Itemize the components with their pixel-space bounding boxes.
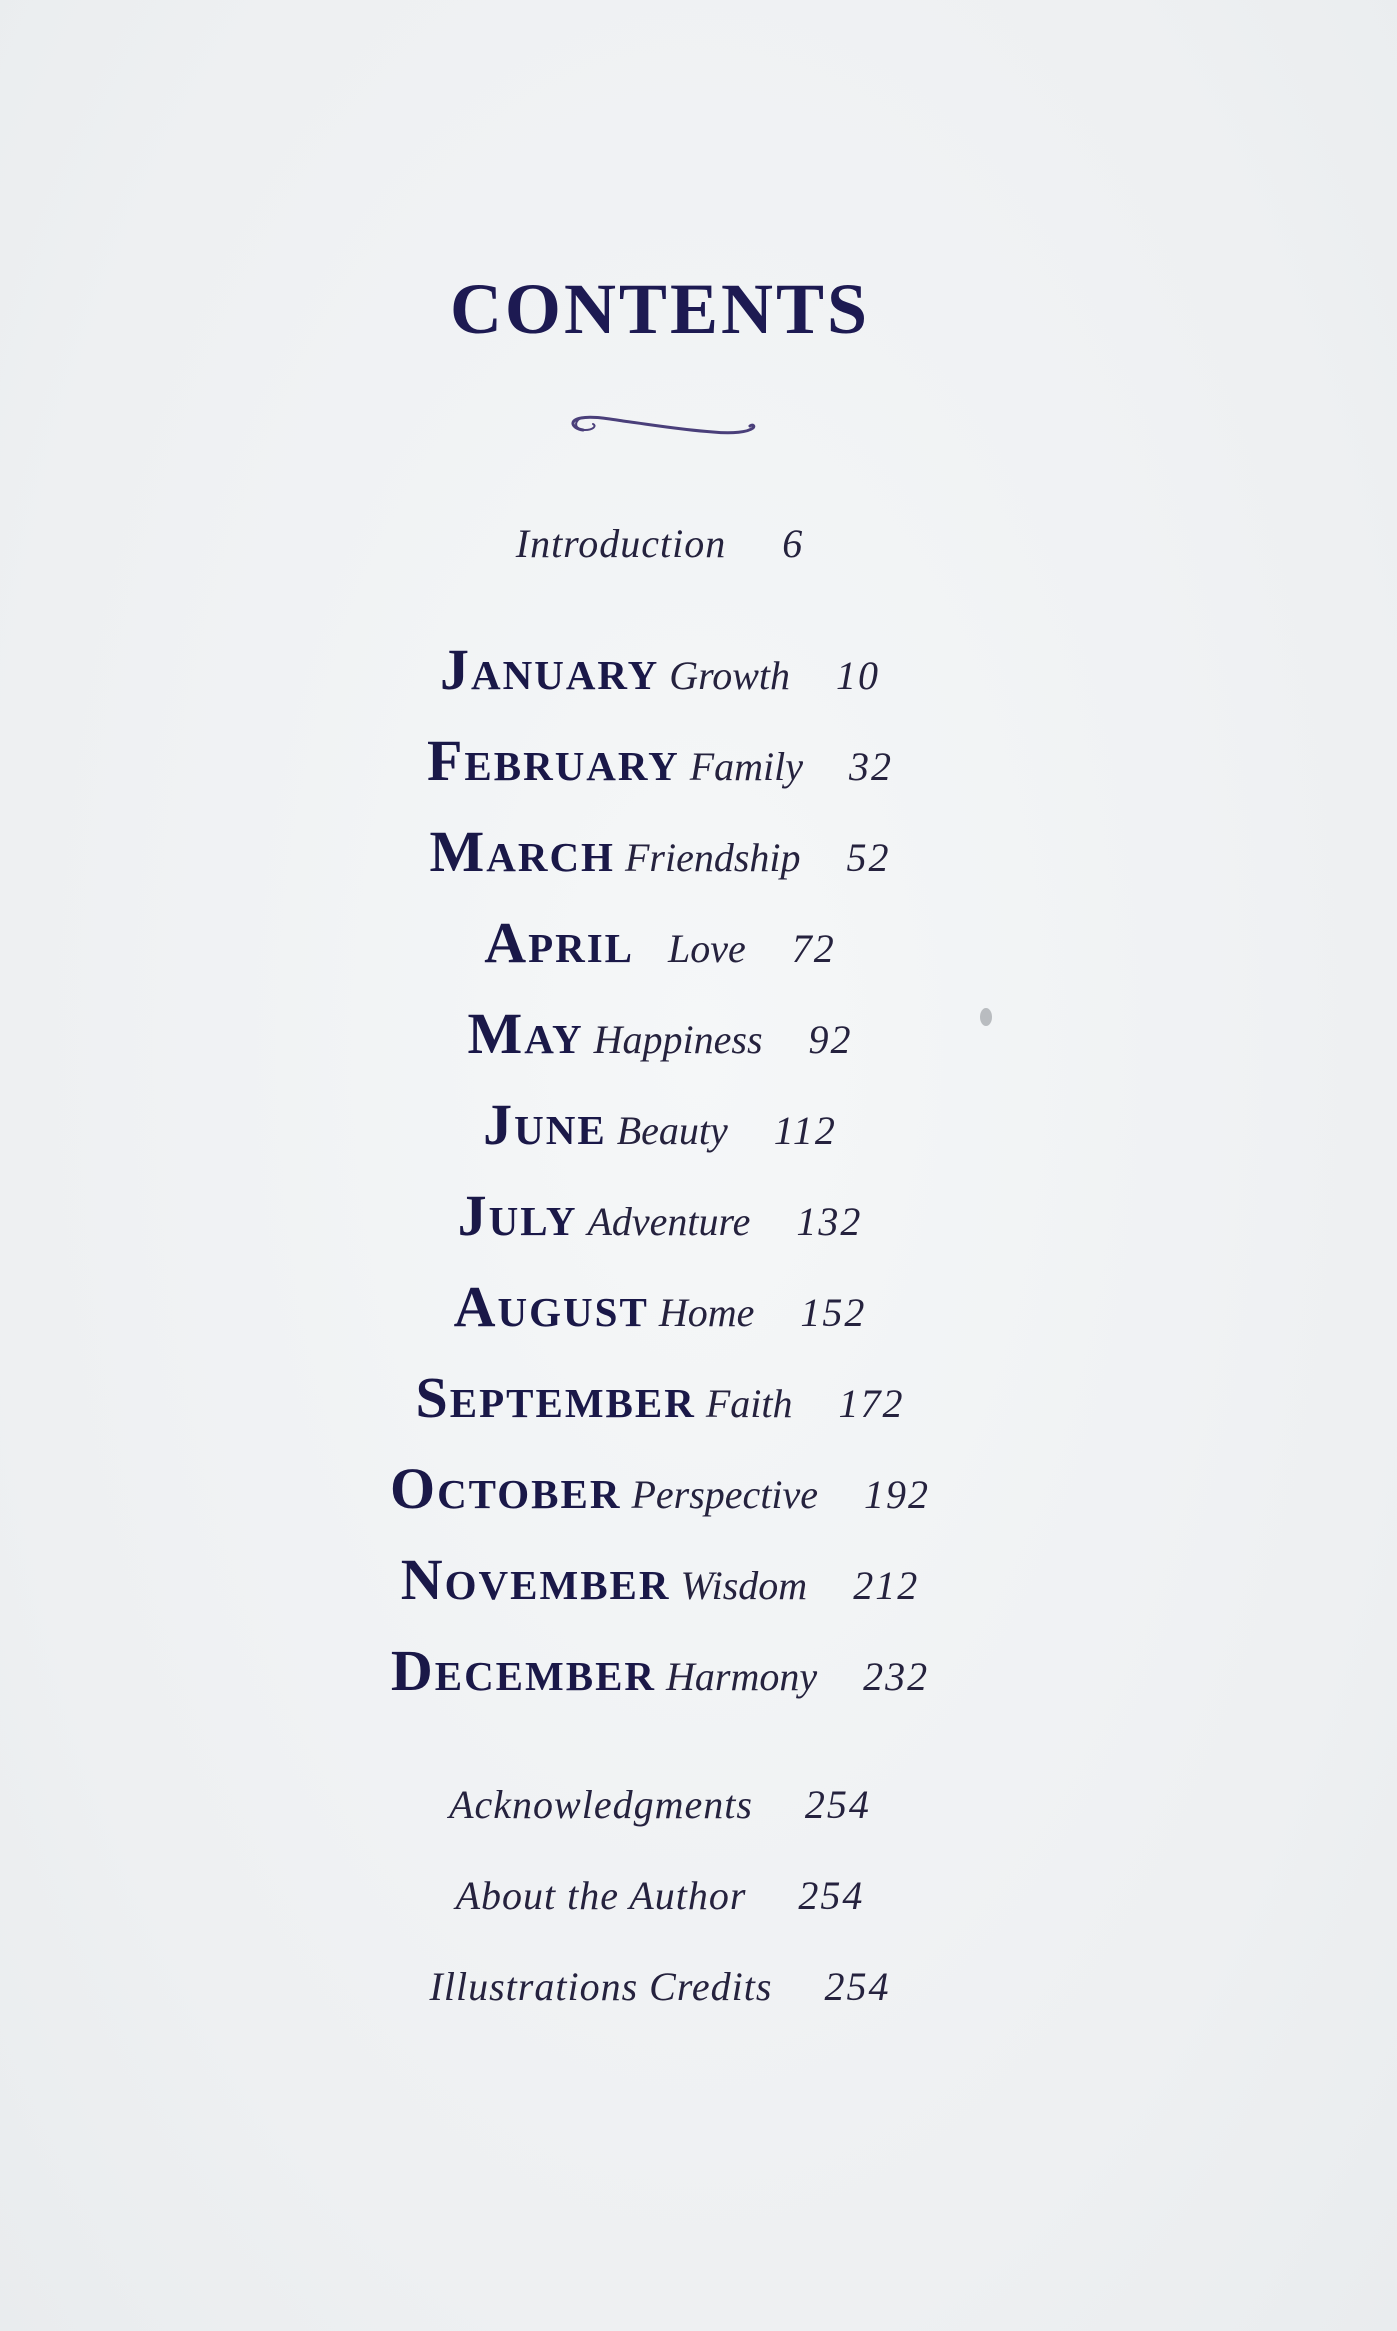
toc-theme: Wisdom <box>680 1563 808 1608</box>
toc-page-number: 192 <box>864 1472 931 1517</box>
toc-theme: Family <box>689 744 804 789</box>
toc-page-number: 132 <box>796 1199 863 1244</box>
toc-month: May <box>467 1001 584 1066</box>
toc-theme: Beauty <box>616 1108 728 1153</box>
toc-theme: Happiness <box>593 1017 763 1062</box>
toc-entry-october[interactable] <box>0 1455 1320 1522</box>
toc-page-number: 6 <box>782 521 805 566</box>
toc-theme: Harmony <box>666 1654 818 1699</box>
toc-entry-february[interactable] <box>0 727 1320 794</box>
toc-page-number: 254 <box>798 1873 865 1918</box>
toc-page-number: 10 <box>835 653 880 698</box>
toc-theme: Perspective <box>631 1472 819 1517</box>
toc-entry-june[interactable] <box>0 1091 1320 1158</box>
toc-page-number: 52 <box>846 835 891 880</box>
toc-month: June <box>483 1092 607 1157</box>
toc-page-number: 152 <box>800 1290 867 1335</box>
toc-label: Introduction <box>515 521 727 566</box>
toc-entry-november[interactable] <box>0 1546 1320 1613</box>
swash-flourish-icon <box>563 408 763 448</box>
toc-label: Illustrations Credits <box>429 1964 773 2009</box>
toc-theme: Growth <box>669 653 790 698</box>
toc-theme: Faith <box>705 1381 793 1426</box>
toc-month: March <box>429 819 615 884</box>
toc-month: February <box>426 728 680 793</box>
toc-month: December <box>390 1638 657 1703</box>
toc-entry-acknowledgments[interactable] <box>0 1781 1320 1828</box>
toc-month: July <box>457 1183 578 1248</box>
toc-page-number: 172 <box>838 1381 905 1426</box>
toc-theme: Friendship <box>624 835 801 880</box>
toc-page-number: 212 <box>853 1563 920 1608</box>
toc-entry-april[interactable] <box>0 909 1320 976</box>
page-title: CONTENTS <box>449 269 871 349</box>
toc-page-number: 32 <box>849 744 894 789</box>
toc-label: Acknowledgments <box>449 1782 753 1827</box>
toc-page-number: 232 <box>863 1654 930 1699</box>
toc-month: January <box>440 637 660 702</box>
toc-entry-illustrations-credits[interactable] <box>0 1963 1320 2010</box>
paper-speck <box>980 1008 992 1026</box>
toc-page-number: 112 <box>773 1108 837 1153</box>
toc-month: September <box>415 1365 696 1430</box>
toc-entry-may[interactable] <box>0 1000 1320 1067</box>
toc-entry-july[interactable] <box>0 1182 1320 1249</box>
toc-entry-august[interactable] <box>0 1273 1320 1340</box>
toc-theme: Home <box>658 1290 755 1335</box>
toc-entry-december[interactable] <box>0 1637 1320 1704</box>
toc-page-number: 72 <box>791 926 836 971</box>
toc-label: About the Author <box>455 1873 747 1918</box>
toc-month: October <box>389 1456 622 1521</box>
toc-page-number: 254 <box>804 1782 871 1827</box>
toc-entry-introduction[interactable] <box>0 520 1320 567</box>
toc-page-number: 92 <box>808 1017 853 1062</box>
toc-theme: Adventure <box>587 1199 751 1244</box>
toc-entry-march[interactable] <box>0 818 1320 885</box>
toc-month: April <box>484 910 635 975</box>
toc-entry-about-the-author[interactable] <box>0 1872 1320 1919</box>
toc-entry-january[interactable] <box>0 636 1320 703</box>
toc-month: November <box>400 1547 671 1612</box>
toc-month: August <box>453 1274 649 1339</box>
toc-entry-september[interactable] <box>0 1364 1320 1431</box>
toc-theme: Love <box>668 926 746 971</box>
toc-page-number: 254 <box>824 1964 891 2009</box>
